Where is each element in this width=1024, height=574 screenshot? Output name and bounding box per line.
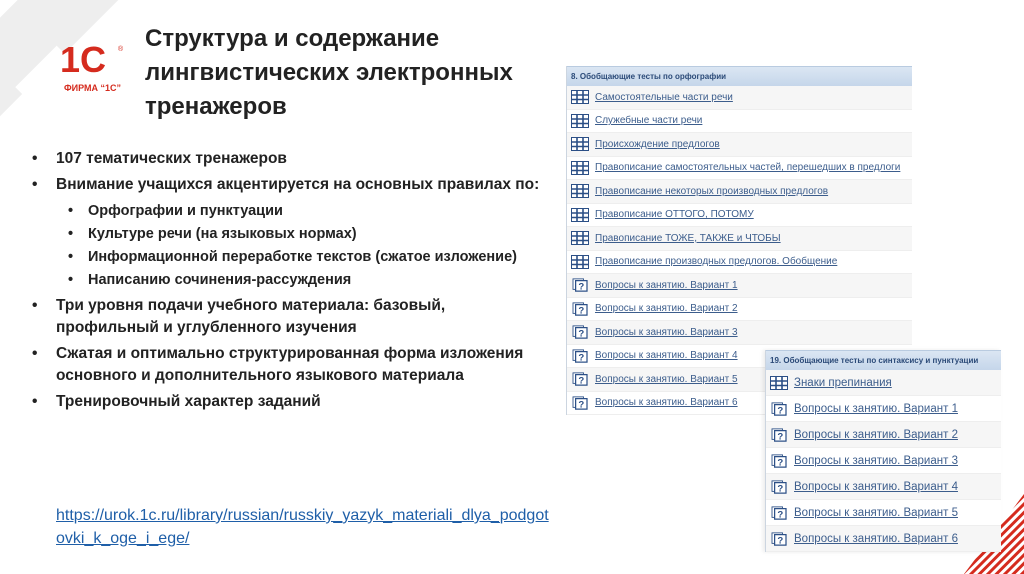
item-link[interactable]: Вопросы к занятию. Вариант 3: [595, 326, 738, 338]
table-icon: [571, 114, 589, 128]
list-item[interactable]: [567, 274, 912, 298]
decor-stripe: [0, 73, 22, 207]
svg-text:?: ?: [777, 482, 784, 494]
panel-header: 19. Обобщающие тесты по синтаксису и пунктуации: [766, 350, 1001, 370]
question-icon: [770, 428, 788, 442]
list-item[interactable]: [766, 526, 1001, 552]
list-item[interactable]: [766, 448, 1001, 474]
list-item[interactable]: [766, 500, 1001, 526]
question-icon: [571, 302, 589, 316]
svg-text:?: ?: [777, 404, 784, 416]
panel-header: 8. Обобщающие тесты по орфографии: [567, 66, 912, 86]
question-icon: [770, 454, 788, 468]
item-link[interactable]: Правописание самостоятельных частей, перешедших в предлоги: [595, 162, 901, 174]
table-icon: [571, 208, 589, 222]
item-link[interactable]: Правописание ТОЖЕ, ТАКЖЕ и ЧТОБЫ: [595, 232, 781, 244]
svg-text:?: ?: [578, 305, 585, 316]
item-link[interactable]: Правописание производных предлогов. Обобщение: [595, 256, 838, 268]
sub-bullet: • Культуре речи (на языковых нормах): [32, 223, 567, 245]
question-icon: [571, 372, 589, 386]
item-link[interactable]: Служебные части речи: [595, 115, 703, 127]
item-link[interactable]: Вопросы к занятию. Вариант 1: [794, 402, 958, 415]
table-icon: [571, 90, 589, 104]
logo-1c: [60, 39, 130, 80]
resource-link[interactable]: https://urok.1c.ru/library/russian/russkiy_yazyk_materiali_dlya_podgotovki_k_oge_i_ege/: [56, 507, 549, 547]
title-line: тренажеров: [145, 93, 287, 120]
question-icon: [770, 402, 788, 416]
item-link[interactable]: Вопросы к занятию. Вариант 6: [595, 397, 738, 409]
svg-text:?: ?: [578, 281, 585, 293]
list-item[interactable]: [567, 298, 912, 322]
list-item[interactable]: [567, 321, 912, 345]
item-link[interactable]: Вопросы к занятию. Вариант 5: [595, 373, 738, 385]
list-item[interactable]: [766, 474, 1001, 500]
bullet: • 107 тематических тренажеров: [32, 148, 567, 170]
question-icon: [571, 278, 589, 292]
item-link[interactable]: Происхождение предлогов: [595, 138, 720, 150]
table-icon: [770, 376, 788, 390]
bullet: • Сжатая и оптимально структурированная форма изложения основного и дополнительного языкового материала: [32, 343, 532, 387]
item-link[interactable]: Вопросы к занятию. Вариант 1: [595, 279, 738, 291]
list-item[interactable]: [766, 370, 1001, 396]
panel-syntax: [765, 350, 1001, 552]
svg-text:?: ?: [578, 399, 585, 410]
svg-text:?: ?: [578, 328, 585, 340]
svg-text:1С: 1С: [60, 39, 107, 80]
question-icon: [770, 480, 788, 494]
item-link[interactable]: Вопросы к занятию. Вариант 2: [595, 303, 738, 315]
svg-text:?: ?: [777, 508, 784, 520]
list-item[interactable]: [766, 396, 1001, 422]
table-icon: [571, 255, 589, 269]
svg-text:?: ?: [777, 456, 784, 468]
question-icon: [770, 506, 788, 520]
item-link[interactable]: Правописание некоторых производных предлогов: [595, 185, 829, 197]
list-item[interactable]: [567, 180, 912, 204]
list-item[interactable]: [766, 422, 1001, 448]
question-icon: [571, 325, 589, 339]
svg-text:?: ?: [578, 375, 585, 387]
list-item[interactable]: [567, 227, 912, 251]
bullet: • Внимание учащихся акцентируется на основных правилах по:: [32, 174, 567, 196]
title-line: лингвистических электронных: [145, 59, 513, 86]
table-icon: [571, 184, 589, 198]
sub-bullet: • Орфографии и пунктуации: [32, 200, 567, 222]
svg-text:?: ?: [777, 534, 784, 546]
item-link[interactable]: Вопросы к занятию. Вариант 5: [794, 506, 958, 519]
list-item[interactable]: [567, 110, 912, 134]
question-icon: [770, 532, 788, 546]
list-item[interactable]: [567, 251, 912, 275]
item-link[interactable]: Вопросы к занятию. Вариант 4: [595, 350, 738, 362]
question-icon: [571, 349, 589, 363]
list-item[interactable]: [567, 204, 912, 228]
table-icon: [571, 161, 589, 175]
item-link[interactable]: Самостоятельные части речи: [595, 91, 733, 103]
item-link[interactable]: Вопросы к занятию. Вариант 3: [794, 454, 958, 467]
list-item[interactable]: [567, 86, 912, 110]
page-title: [145, 22, 513, 124]
item-link[interactable]: Вопросы к занятию. Вариант 4: [794, 480, 958, 493]
item-link[interactable]: Вопросы к занятию. Вариант 2: [794, 428, 958, 441]
bullet: • Три уровня подачи учебного материала: базовый, профильный и углубленного изучения: [32, 295, 532, 339]
bullet-list: [32, 148, 567, 413]
table-icon: [571, 231, 589, 245]
svg-text:?: ?: [578, 352, 585, 363]
sub-bullet: • Информационной переработке текстов (сжатое изложение): [32, 246, 567, 268]
question-icon: [571, 396, 589, 410]
table-icon: [571, 137, 589, 151]
item-link[interactable]: Правописание ОТТОГО, ПОТОМУ: [595, 209, 754, 221]
list-item[interactable]: [567, 133, 912, 157]
list-item[interactable]: [567, 157, 912, 181]
logo-caption: ФИРМА “1С”: [64, 83, 122, 93]
svg-text:®: ®: [118, 46, 124, 53]
sub-bullet: • Написанию сочинения-рассуждения: [32, 269, 567, 291]
svg-text:?: ?: [777, 430, 784, 442]
item-link[interactable]: Вопросы к занятию. Вариант 6: [794, 532, 958, 545]
item-link[interactable]: Знаки препинания: [794, 376, 892, 389]
title-line: Структура и содержание: [145, 25, 440, 52]
bullet: • Тренировочный характер заданий: [32, 391, 567, 413]
